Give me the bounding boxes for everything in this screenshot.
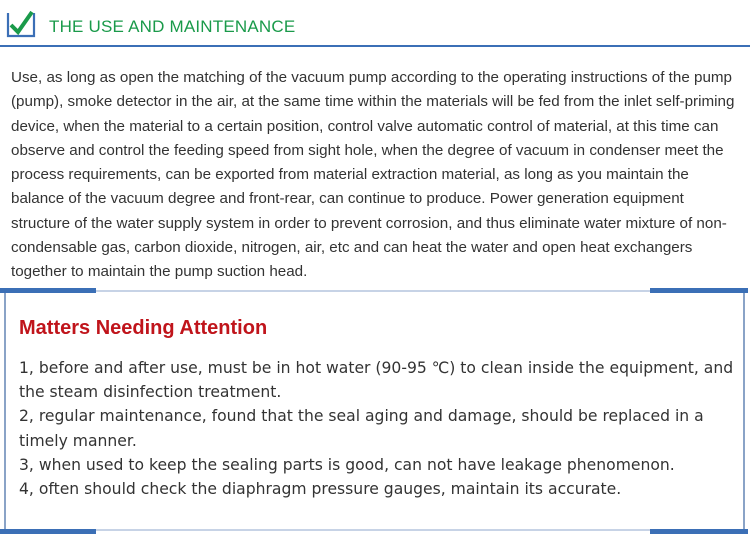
attention-list xyxy=(19,356,734,501)
section-header xyxy=(0,0,750,48)
corner-accent-top-left xyxy=(0,288,96,293)
corner-accent-bottom-right xyxy=(650,529,748,534)
attention-title: Matters Needing Attention xyxy=(19,317,268,339)
list-item: 2, regular maintenance, found that the seal aging and damage, should be replaced in a timely manner. xyxy=(19,407,704,450)
intro-paragraph: Use, as long as open the matching of the vacuum pump according to the operating instructions of the pump (pump), smoke detector in the air, at the same time within the materials will be fed from the inlet self-priming device, when the material to a certain position, control valve automatic control of material, at this time can observe and control the feeding speed from sight hole, when the degree of vacuum in condenser meet the process requirements, can be exported from material extraction material, as long as you maintain the balance of the vacuum degree and front-rear, can continue to produce. Power generation equipment structure of the water supply system in order to prevent corrosion, and thus eliminate water mixture of non-condensable gas, carbon dioxide, nitrogen, air, etc and can heat the water and open heat exchangers together to maintain the pump suction head. xyxy=(11,69,735,281)
list-item: 3, when used to keep the sealing parts is good, can not have leakage phenomenon. xyxy=(19,455,675,474)
list-item: 4, often should check the diaphragm pressure gauges, maintain its accurate. xyxy=(19,480,622,499)
corner-accent-bottom-left xyxy=(0,529,96,534)
list-item: 1, before and after use, must be in hot water (90-95 ℃) to clean inside the equipment, and the steam disinfection treatment. xyxy=(19,359,734,402)
title-underline xyxy=(0,45,750,47)
green-check-logo-icon xyxy=(5,9,37,39)
corner-accent-top-right xyxy=(650,288,748,293)
page-title: THE USE AND MAINTENANCE xyxy=(49,17,296,36)
